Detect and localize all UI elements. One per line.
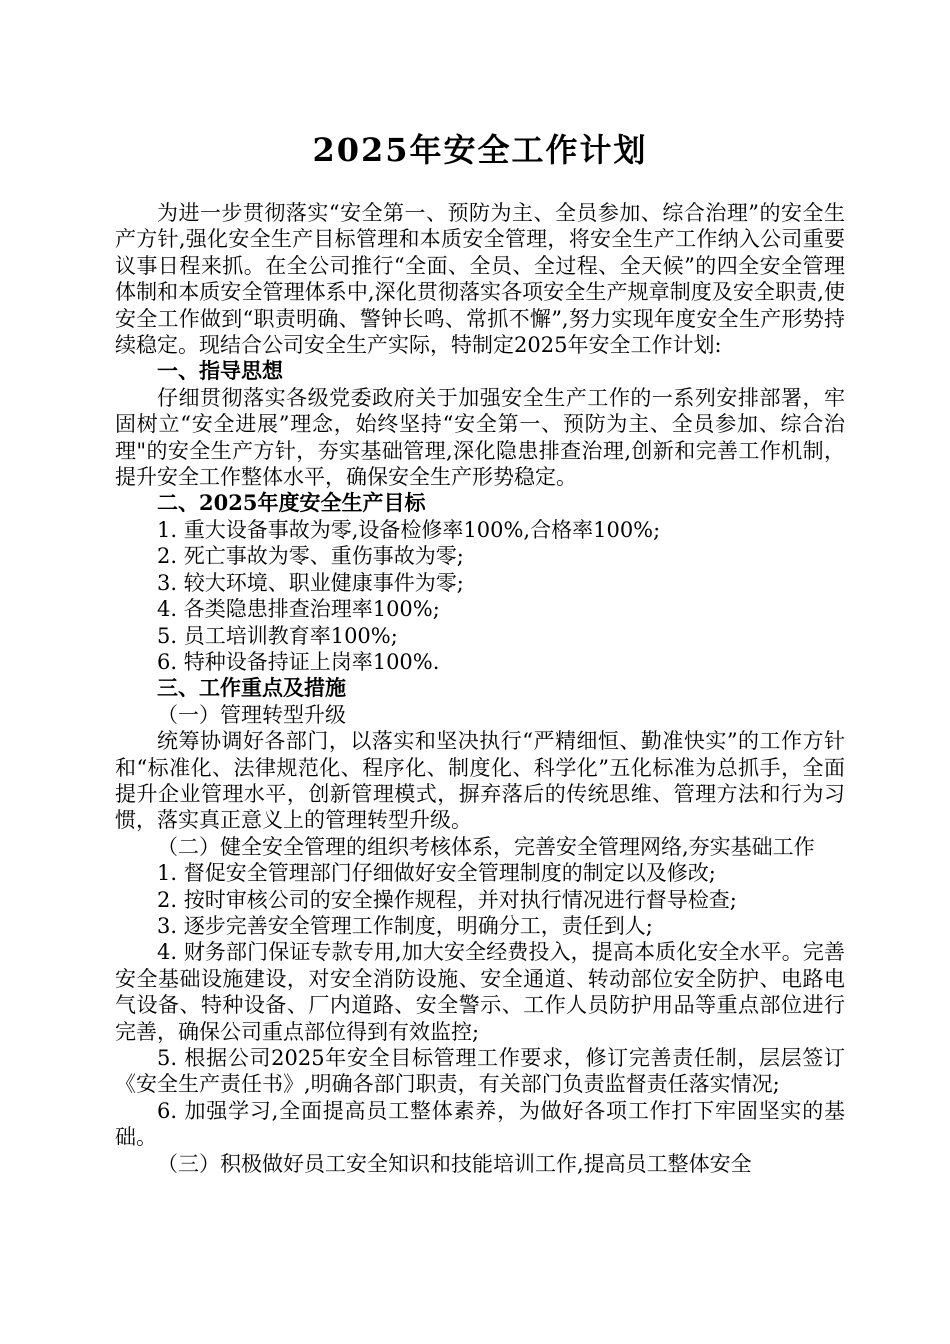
measure-item: 6. 加强学习,全面提高员工整体素养，为做好各项工作打下牢固坚实的基础。	[115, 1098, 845, 1150]
measure-item: 5. 根据公司2025年安全目标管理工作要求，修订完善责任制，层层签订《安全生产责任书》,明确各部门职责，有关部门负责监督责任落实情况;	[115, 1046, 845, 1097]
goal-item: 2. 死亡事故为零、重伤事故为零;	[157, 544, 464, 569]
measure-item: 1. 督促安全管理部门仔细做好安全管理制度的制定以及修改;	[157, 861, 716, 886]
goal-item: 6. 特种设备持证上岗率100%.	[157, 649, 440, 674]
subsection-title-organization-system: （二）健全安全管理的组织考核体系，完善安全管理网络,夯实基础工作	[157, 834, 815, 859]
document-page	[115, 0, 845, 1344]
section-heading-guiding-ideology: 一、指导思想	[157, 358, 283, 384]
section-heading-safety-goals: 二、2025年度安全生产目标	[157, 490, 426, 516]
goal-item: 5. 员工培训教育率100%;	[157, 623, 398, 648]
document-title: 2025年安全工作计划	[312, 131, 648, 169]
section-heading-key-measures: 三、工作重点及措施	[157, 675, 346, 701]
guiding-ideology-paragraph: 仔细贯彻落实各级党委政府关于加强安全生产工作的一系列安排部署，牢固树立“安全进展”理念，始终坚持“安全第一、预防为主、全员参加、综合治理"的安全生产方针，夯实基础管理,深化隐患排查治理,创新和完善工作机制，提升安全工作整体水平，确保安全生产形势稳定。	[115, 385, 845, 490]
goal-item: 3. 较大环境、职业健康事件为零;	[157, 570, 464, 595]
intro-paragraph: 为进一步贯彻落实“安全第一、预防为主、全员参加、综合治理”的安全生产方针,强化安全生产目标管理和本质安全管理，将安全生产工作纳入公司重要议事日程来抓。在全公司推行“全面、全员、全过程、全天候”的四全安全管理体制和本质安全管理体系中,深化贯彻落实各项安全生产规章制度及安全职责,使安全工作做到“职责明确、警钟长鸣、常抓不懈”,努力实现年度安全生产形势持续稳定。现结合公司安全生产实际，特制定2025年安全工作计划:	[115, 201, 845, 358]
subsection-title-management-transformation: （一）管理转型升级	[157, 702, 346, 727]
management-transformation-paragraph: 统筹协调好各部门，以落实和坚决执行“严精细恒、勤准快实”的工作方针和“标准化、法律规范化、程序化、制度化、科学化”五化标准为总抓手，全面提升企业管理水平，创新管理模式，摒弃落后的传统思维、管理方法和行为习惯，落实真正意义上的管理转型升级。	[115, 729, 845, 833]
document-body	[115, 200, 845, 1177]
measure-item: 4. 财务部门保证专款专用,加大安全经费投入，提高本质化安全水平。完善安全基础设施建设，对安全消防设施、安全通道、转动部位安全防护、电路电气设备、特种设备、厂内道路、安全警示、工作人员防护用品等重点部位进行完善，确保公司重点部位得到有效监控;	[115, 940, 845, 1044]
goal-item: 4. 各类隐患排查治理率100%;	[157, 597, 440, 622]
measure-item: 2. 按时审核公司的安全操作规程，并对执行情况进行督导检查;	[157, 887, 737, 912]
goal-item: 1. 重大设备事故为零,设备检修率100%,合格率100%;	[157, 517, 661, 542]
subsection-title-training: （三）积极做好员工安全知识和技能培训工作,提高员工整体安全	[157, 1151, 752, 1176]
measure-item: 3. 逐步完善安全管理工作制度，明确分工，责任到人;	[157, 913, 653, 938]
